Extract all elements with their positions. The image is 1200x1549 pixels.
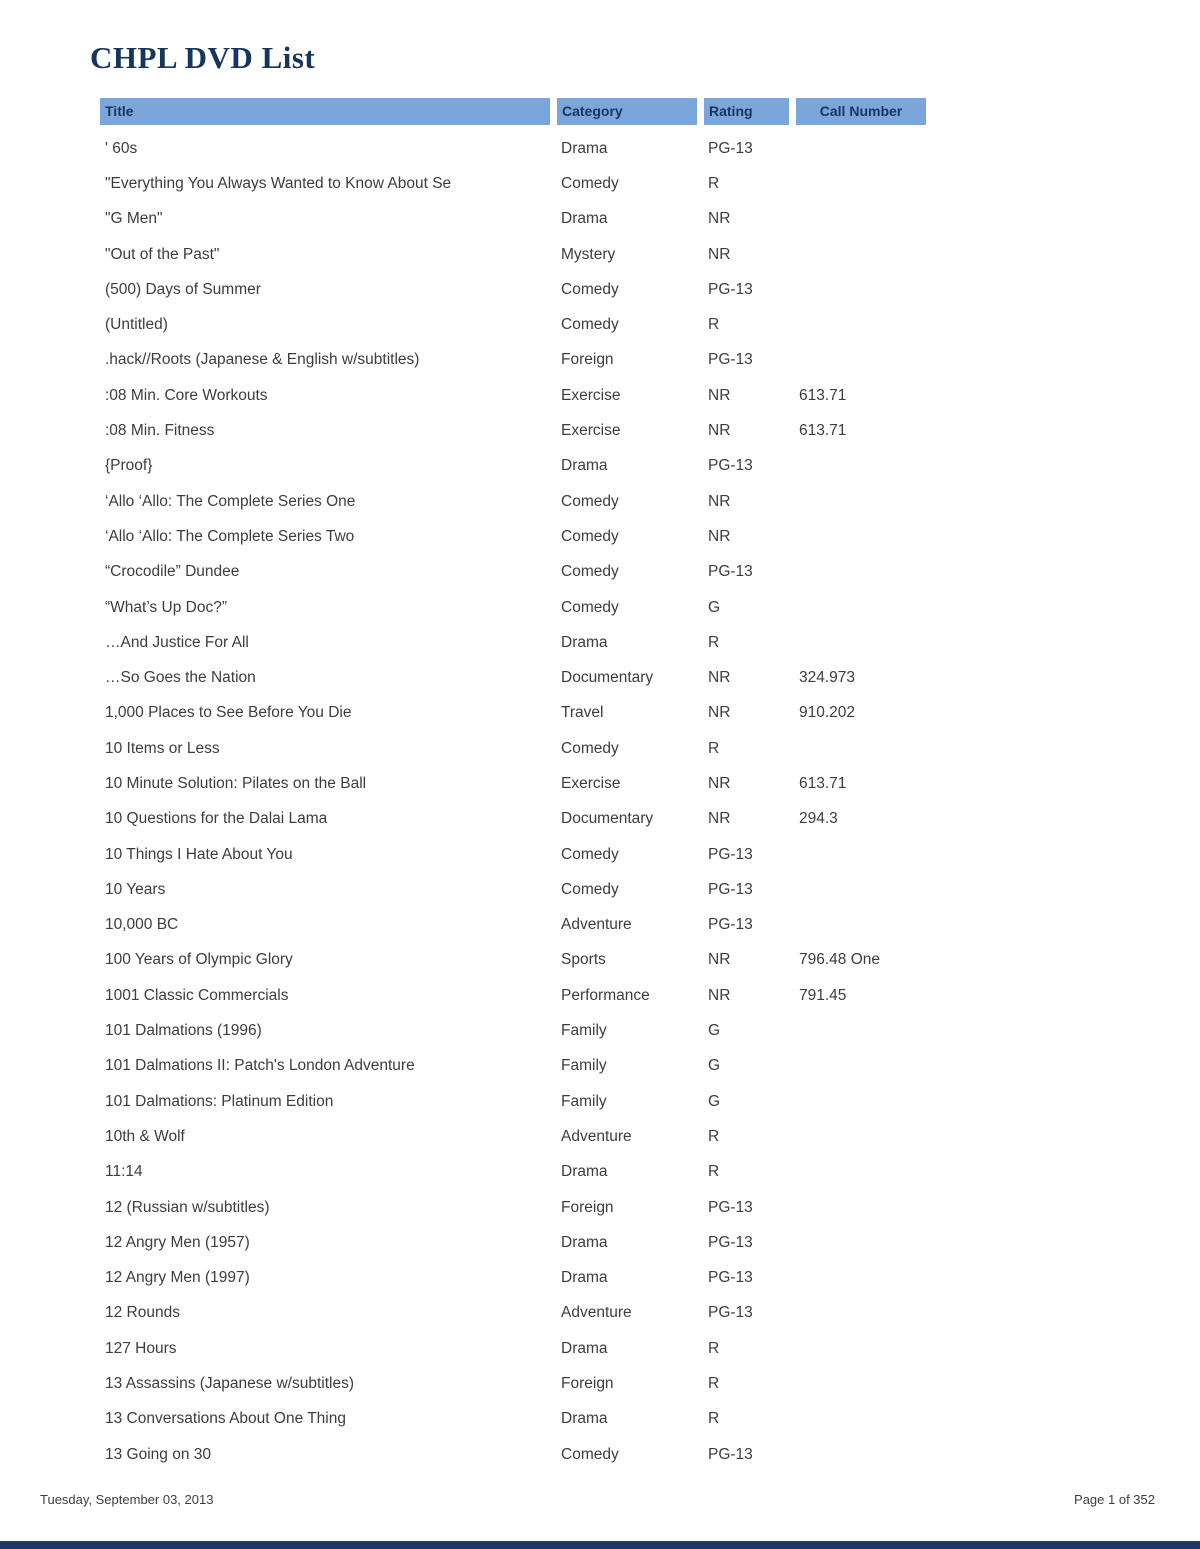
cell-category: Adventure bbox=[561, 1127, 632, 1145]
cell-category: Foreign bbox=[561, 1375, 614, 1393]
cell-category: Family bbox=[561, 1057, 607, 1075]
cell-category: Family bbox=[561, 1022, 607, 1040]
footer-page-number: Page 1 of 352 bbox=[1074, 1492, 1155, 1507]
cell-title: “Crocodile” Dundee bbox=[105, 563, 240, 581]
cell-rating: G bbox=[708, 1022, 721, 1040]
cell-rating: NR bbox=[708, 386, 731, 404]
cell-category: Comedy bbox=[561, 845, 619, 863]
cell-rating: G bbox=[708, 1092, 721, 1110]
table-row bbox=[100, 449, 926, 484]
table-row bbox=[100, 1049, 926, 1084]
cell-rating: PG-13 bbox=[708, 1269, 753, 1287]
cell-title: 10 Years bbox=[105, 880, 166, 898]
cell-category: Drama bbox=[561, 210, 608, 228]
cell-rating: R bbox=[708, 1375, 720, 1393]
table-row bbox=[100, 590, 926, 625]
cell-call-number: 294.3 bbox=[799, 810, 838, 828]
table-row bbox=[100, 731, 926, 766]
cell-category: Comedy bbox=[561, 280, 619, 298]
cell-title: 10,000 BC bbox=[105, 916, 179, 934]
cell-category: Comedy bbox=[561, 1445, 619, 1463]
table-row bbox=[100, 555, 926, 590]
cell-rating: NR bbox=[708, 492, 731, 510]
cell-rating: NR bbox=[708, 527, 731, 545]
cell-category: Drama bbox=[561, 139, 608, 157]
cell-category: Travel bbox=[561, 704, 604, 722]
cell-title: 11:14 bbox=[105, 1163, 143, 1181]
cell-title: 10 Things I Hate About You bbox=[105, 845, 293, 863]
cell-category: Comedy bbox=[561, 316, 619, 334]
cell-title: 12 Angry Men (1957) bbox=[105, 1233, 250, 1251]
cell-rating: PG-13 bbox=[708, 1198, 753, 1216]
cell-title: 12 Rounds bbox=[105, 1304, 180, 1322]
cell-category: Drama bbox=[561, 1163, 608, 1181]
cell-title: 13 Conversations About One Thing bbox=[105, 1410, 346, 1428]
table-row bbox=[100, 1225, 926, 1260]
cell-category: Documentary bbox=[561, 810, 654, 828]
table-row bbox=[100, 1331, 926, 1366]
cell-title: "G Men" bbox=[105, 210, 163, 228]
table-row bbox=[100, 1084, 926, 1119]
cell-title: …So Goes the Nation bbox=[105, 669, 256, 687]
cell-call-number: 796.48 One bbox=[799, 951, 881, 969]
cell-title: :08 Min. Core Workouts bbox=[105, 386, 268, 404]
cell-title: ‘Allo ‘Allo: The Complete Series Two bbox=[105, 527, 355, 545]
cell-category: Mystery bbox=[561, 245, 616, 263]
cell-rating: G bbox=[708, 598, 721, 616]
cell-category: Drama bbox=[561, 1339, 608, 1357]
table-row bbox=[100, 908, 926, 943]
cell-rating: R bbox=[708, 739, 720, 757]
cell-category: Foreign bbox=[561, 1198, 614, 1216]
cell-rating: PG-13 bbox=[708, 845, 753, 863]
table-row bbox=[100, 131, 926, 166]
cell-title: {Proof} bbox=[105, 457, 153, 475]
table-row bbox=[100, 1402, 926, 1437]
cell-category: Drama bbox=[561, 457, 608, 475]
table-row bbox=[100, 1155, 926, 1190]
cell-rating: R bbox=[708, 174, 720, 192]
table-row bbox=[100, 766, 926, 801]
cell-category: Comedy bbox=[561, 563, 619, 581]
cell-title: 127 Hours bbox=[105, 1339, 177, 1357]
cell-rating: PG-13 bbox=[708, 139, 753, 157]
table-row bbox=[100, 307, 926, 342]
table-row bbox=[100, 343, 926, 378]
table-row bbox=[100, 1261, 926, 1296]
table-row bbox=[100, 1296, 926, 1331]
cell-title: 10th & Wolf bbox=[105, 1127, 185, 1145]
cell-rating: PG-13 bbox=[708, 880, 753, 898]
cell-call-number: 791.45 bbox=[799, 986, 847, 1004]
cell-rating: PG-13 bbox=[708, 457, 753, 475]
cell-category: Comedy bbox=[561, 492, 619, 510]
cell-category: Drama bbox=[561, 1269, 608, 1287]
table-row bbox=[100, 943, 926, 978]
cell-category: Documentary bbox=[561, 669, 654, 687]
cell-rating: G bbox=[708, 1057, 721, 1075]
cell-rating: PG-13 bbox=[708, 1304, 753, 1322]
table-row bbox=[100, 1013, 926, 1048]
cell-title: 100 Years of Olympic Glory bbox=[105, 951, 293, 969]
dvd-table bbox=[100, 98, 926, 1472]
cell-rating: R bbox=[708, 633, 720, 651]
cell-title: (500) Days of Summer bbox=[105, 280, 261, 298]
cell-title: :08 Min. Fitness bbox=[105, 422, 215, 440]
cell-title: 13 Assassins (Japanese w/subtitles) bbox=[105, 1375, 354, 1393]
cell-title: (Untitled) bbox=[105, 316, 168, 334]
cell-call-number: 613.71 bbox=[799, 422, 847, 440]
cell-title: 12 Angry Men (1997) bbox=[105, 1269, 250, 1287]
table-row bbox=[100, 625, 926, 660]
table-row bbox=[100, 484, 926, 519]
header-title: Title bbox=[100, 98, 550, 125]
cell-title: 1001 Classic Commercials bbox=[105, 986, 289, 1004]
cell-rating: R bbox=[708, 1339, 720, 1357]
table-row bbox=[100, 272, 926, 307]
cell-rating: NR bbox=[708, 422, 731, 440]
table-row bbox=[100, 237, 926, 272]
table-row bbox=[100, 837, 926, 872]
page-title: CHPL DVD List bbox=[90, 40, 316, 75]
cell-category: Adventure bbox=[561, 916, 632, 934]
cell-title: ' 60s bbox=[105, 139, 138, 157]
cell-category: Comedy bbox=[561, 880, 619, 898]
cell-rating: R bbox=[708, 1127, 720, 1145]
cell-title: "Out of the Past" bbox=[105, 245, 220, 263]
cell-title: 13 Going on 30 bbox=[105, 1445, 212, 1463]
cell-rating: NR bbox=[708, 774, 731, 792]
table-row bbox=[100, 660, 926, 695]
table-row bbox=[100, 413, 926, 448]
table-row bbox=[100, 202, 926, 237]
header-rating: Rating bbox=[704, 98, 789, 125]
cell-rating: PG-13 bbox=[708, 916, 753, 934]
table-row bbox=[100, 378, 926, 413]
table-row bbox=[100, 872, 926, 907]
cell-category: Comedy bbox=[561, 527, 619, 545]
cell-category: Exercise bbox=[561, 422, 621, 440]
cell-call-number: 613.71 bbox=[799, 774, 847, 792]
cell-rating: R bbox=[708, 316, 720, 334]
page-bottom-bar bbox=[0, 1541, 1200, 1549]
cell-category: Comedy bbox=[561, 739, 619, 757]
table-body bbox=[100, 131, 926, 1472]
cell-title: .hack//Roots (Japanese & English w/subtitles) bbox=[105, 351, 420, 369]
table-row bbox=[100, 519, 926, 554]
header-category: Category bbox=[557, 98, 697, 125]
cell-category: Sports bbox=[561, 951, 606, 969]
cell-title: 12 (Russian w/subtitles) bbox=[105, 1198, 270, 1216]
cell-category: Foreign bbox=[561, 351, 614, 369]
table-header-row bbox=[100, 98, 926, 125]
cell-category: Drama bbox=[561, 1410, 608, 1428]
table-row bbox=[100, 1190, 926, 1225]
footer-date: Tuesday, September 03, 2013 bbox=[40, 1492, 214, 1507]
table-row bbox=[100, 1437, 926, 1472]
cell-title: 101 Dalmations (1996) bbox=[105, 1022, 262, 1040]
cell-category: Performance bbox=[561, 986, 650, 1004]
cell-category: Comedy bbox=[561, 174, 619, 192]
cell-category: Exercise bbox=[561, 774, 621, 792]
cell-title: 101 Dalmations: Platinum Edition bbox=[105, 1092, 334, 1110]
cell-title: 10 Items or Less bbox=[105, 739, 220, 757]
table-row bbox=[100, 1366, 926, 1401]
table-row bbox=[100, 696, 926, 731]
cell-rating: R bbox=[708, 1410, 720, 1428]
cell-title: 10 Questions for the Dalai Lama bbox=[105, 810, 328, 828]
cell-category: Adventure bbox=[561, 1304, 632, 1322]
cell-category: Drama bbox=[561, 633, 608, 651]
table-row bbox=[100, 978, 926, 1013]
cell-rating: PG-13 bbox=[708, 1445, 753, 1463]
cell-title: …And Justice For All bbox=[105, 633, 249, 651]
cell-title: 1,000 Places to See Before You Die bbox=[105, 704, 352, 722]
cell-rating: PG-13 bbox=[708, 351, 753, 369]
cell-call-number: 324.973 bbox=[799, 669, 856, 687]
cell-rating: R bbox=[708, 1163, 720, 1181]
cell-call-number: 613.71 bbox=[799, 386, 847, 404]
cell-rating: NR bbox=[708, 810, 731, 828]
cell-rating: NR bbox=[708, 210, 731, 228]
cell-title: 101 Dalmations II: Patch's London Adventure bbox=[105, 1057, 415, 1075]
cell-rating: PG-13 bbox=[708, 280, 753, 298]
cell-title: “What’s Up Doc?” bbox=[105, 598, 228, 616]
cell-title: 10 Minute Solution: Pilates on the Ball bbox=[105, 774, 367, 792]
cell-rating: NR bbox=[708, 669, 731, 687]
cell-category: Comedy bbox=[561, 598, 619, 616]
cell-call-number: 910.202 bbox=[799, 704, 856, 722]
cell-rating: NR bbox=[708, 986, 731, 1004]
cell-title: "Everything You Always Wanted to Know About Se bbox=[105, 174, 452, 192]
table-row bbox=[100, 1119, 926, 1154]
cell-category: Family bbox=[561, 1092, 607, 1110]
cell-category: Exercise bbox=[561, 386, 621, 404]
cell-rating: PG-13 bbox=[708, 563, 753, 581]
cell-title: ‘Allo ‘Allo: The Complete Series One bbox=[105, 492, 356, 510]
cell-rating: NR bbox=[708, 245, 731, 263]
cell-rating: PG-13 bbox=[708, 1233, 753, 1251]
table-row bbox=[100, 802, 926, 837]
cell-category: Drama bbox=[561, 1233, 608, 1251]
table-row bbox=[100, 166, 926, 201]
header-call-number: Call Number bbox=[796, 98, 926, 125]
cell-rating: NR bbox=[708, 704, 731, 722]
cell-rating: NR bbox=[708, 951, 731, 969]
